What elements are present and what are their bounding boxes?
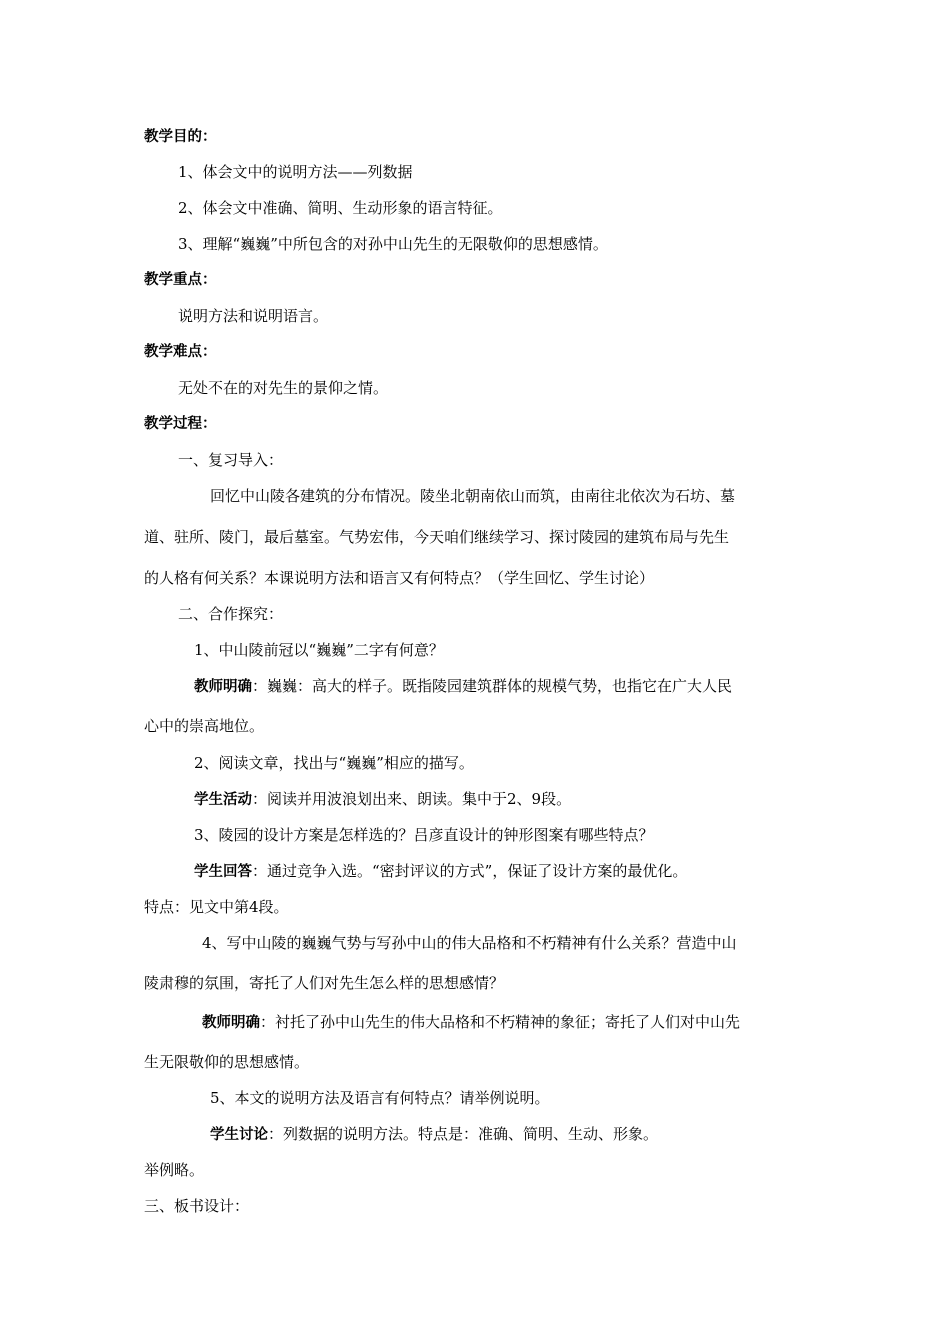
question-1: 1、中山陵前冠以“巍巍”二字有何意？ [194, 641, 444, 659]
answer-1-label: 教师明确 [194, 679, 252, 695]
answer-3-label: 学生回答 [194, 864, 252, 880]
answer-1-text: ：巍巍：高大的样子。既指陵园建筑群体的规模气势，也指它在广大人民 [252, 677, 733, 695]
question-2: 2、阅读文章，找出与“巍巍”相应的描写。 [194, 754, 474, 772]
question-4-line1: 4、写中山陵的巍巍气势与写孙中山的伟大品格和不朽精神有什么关系？营造中山 [202, 934, 737, 952]
answer-2-text: ：阅读并用波浪划出来、朗读。集中于2、9段。 [252, 790, 572, 808]
objective-1: 1、体会文中的说明方法——列数据 [178, 163, 413, 181]
process-heading: 教学过程： [144, 416, 217, 432]
question-4-line2: 陵肃穆的氛围，寄托了人们对先生怎么样的思想感情？ [144, 974, 505, 992]
answer-5-line1 [210, 1124, 658, 1145]
answer-1-line2: 心中的崇高地位。 [144, 717, 265, 735]
answer-4-label: 教师明确 [202, 1015, 260, 1031]
part3-title: 三、板书设计： [144, 1197, 250, 1215]
key-points-heading: 教学重点： [144, 272, 217, 288]
difficulty-text: 无处不在的对先生的景仰之情。 [178, 379, 389, 397]
answer-5-line2: 举例略。 [144, 1161, 205, 1179]
objective-3: 3、理解“巍巍”中所包含的对孙中山先生的无限敬仰的思想感情。 [178, 235, 608, 253]
answer-3-line2: 特点：见文中第4段。 [144, 898, 289, 916]
objectives-heading: 教学目的： [144, 129, 217, 145]
answer-4-text: ：衬托了孙中山先生的伟大品格和不朽精神的象征；寄托了人们对中山先 [260, 1013, 741, 1031]
objective-2: 2、体会文中准确、简明、生动形象的语言特征。 [178, 199, 503, 217]
question-3: 3、陵园的设计方案是怎样选的？吕彦直设计的钟形图案有哪些特点？ [194, 826, 654, 844]
part1-title: 一、复习导入： [178, 451, 284, 469]
part1-paragraph-line2: 道、驻所、陵门，最后墓室。气势宏伟，今天咱们继续学习、探讨陵园的建筑布局与先生 [144, 528, 730, 546]
answer-5-label: 学生讨论 [210, 1127, 268, 1143]
answer-2 [194, 789, 571, 810]
answer-4-line1 [202, 1012, 740, 1033]
part2-title: 二、合作探究： [178, 605, 284, 623]
answer-1-line1 [194, 676, 732, 697]
part1-paragraph-line1: 回忆中山陵各建筑的分布情况。陵坐北朝南依山而筑，由南往北依次为石坊、墓 [210, 487, 736, 505]
answer-4-line2: 生无限敬仰的思想感情。 [144, 1053, 310, 1071]
answer-2-label: 学生活动 [194, 792, 252, 808]
question-5: 5、本文的说明方法及语言有何特点？请举例说明。 [210, 1089, 550, 1107]
answer-3-line1 [194, 861, 687, 882]
part1-paragraph-line3: 的人格有何关系？本课说明方法和语言又有何特点？（学生回忆、学生讨论） [144, 569, 655, 587]
difficulty-heading: 教学难点： [144, 344, 217, 360]
answer-5-text: ：列数据的说明方法。特点是：准确、简明、生动、形象。 [268, 1125, 659, 1143]
key-points-text: 说明方法和说明语言。 [178, 307, 329, 325]
answer-3-text: ：通过竞争入选。“密封评议的方式”，保证了设计方案的最优化。 [252, 862, 688, 880]
